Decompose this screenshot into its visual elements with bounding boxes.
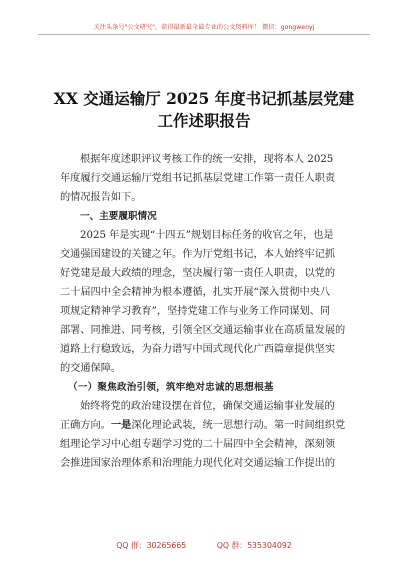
body-line: 年度履行交通运输厅党组书记抓基层党建工作第一责任人职责 <box>60 173 336 184</box>
footer-qq-group-1: QQ 群：30265665 <box>116 541 187 550</box>
body-text: 正确方向。 <box>60 420 111 431</box>
header-divider <box>38 34 370 35</box>
body-line: 二十届四中全会精神为根本遵循，扎实开展“深入贯彻中央八 <box>60 287 331 298</box>
header-promo-text: 关注头条号"公文研究"，获得最新最全最专业的公文资料库！ 微信：gongwenyj <box>93 24 315 31</box>
body-line: 2025 年是实现“十四五”规划目标任务的收官之年，也是 <box>80 230 334 241</box>
title-line-2: 工作述职报告 <box>157 111 251 130</box>
body-line: 会推进国家治理体系和治理能力现代化对交通运输工作提出的 <box>60 458 336 469</box>
body-line: 的交通保障。 <box>60 363 122 374</box>
footer-qq-group-2: QQ 群：535304092 <box>216 541 292 550</box>
body-line <box>60 416 350 435</box>
body-line: 根据年度述职评议考核工作的统一安排，现将本人 2025 <box>80 154 334 165</box>
body-line: 道路上行稳致远，为奋力谱写中国式现代化广西篇章提供坚实 <box>60 344 336 355</box>
body-line: 部署、同推进、同考核，引领全区交通运输事业在高质量发展的 <box>60 325 346 336</box>
footer-contact <box>0 540 408 551</box>
section-heading: 一、主要履职情况 <box>80 211 157 222</box>
bold-lead-text: 一是 <box>110 419 132 431</box>
document-title <box>0 88 408 132</box>
body-line: 好党建是最大政绩的理念，坚决履行第一责任人职责，以党的 <box>60 268 336 279</box>
body-line: 交通强国建设的关键之年。作为厅党组书记，本人始终牢记抓 <box>60 249 336 260</box>
subsection-heading: （一）聚焦政治引领，筑牢绝对忠诚的思想根基 <box>68 382 274 393</box>
body-text: 深化理论武装，统一思想行动。第一时间组织党 <box>131 420 346 431</box>
title-line-1: XX 交通运输厅 2025 年度书记抓基层党建 <box>53 89 355 108</box>
document-body <box>60 150 350 473</box>
body-line: 始终将党的政治建设摆在首位，确保交通运输事业发展的 <box>80 401 335 412</box>
body-line: 的情况报告如下。 <box>60 192 142 203</box>
body-line: 项规定精神学习教育”，坚持党建工作与业务工作同谋划、同 <box>60 306 331 317</box>
body-line: 组理论学习中心组专题学习党的二十届四中全会精神，深刻领 <box>60 439 336 450</box>
